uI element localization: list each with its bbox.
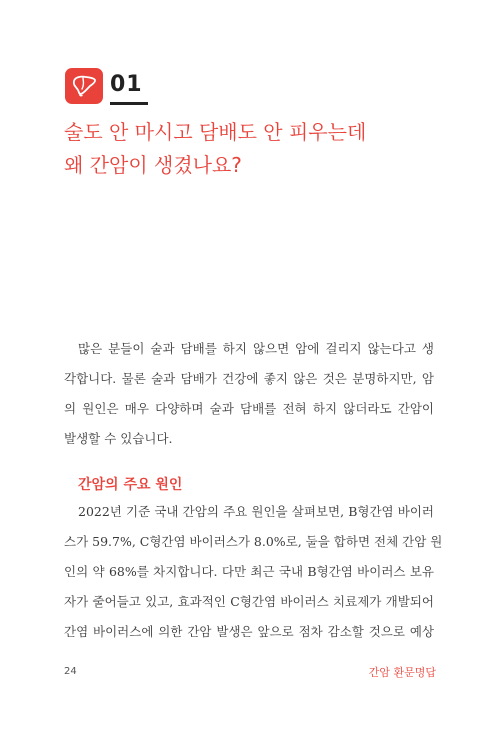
paragraph-line: 인의 약 68%를 차지합니다. 다만 최근 국내 B형간염 바이러스 보유 xyxy=(64,564,434,579)
paragraph-line: 스가 59.7%, C형간염 바이러스가 8.0%로, 둘을 합하면 전체 간암 원 xyxy=(64,534,443,549)
chapter-badge xyxy=(65,68,103,104)
paragraph-line: 각합니다. 물론 술과 담배가 건강에 좋지 않은 것은 분명하지만, 암 xyxy=(64,371,434,386)
paragraph-line: 간염 바이러스에 의한 간암 발생은 앞으로 점차 감소할 것으로 예상 xyxy=(64,624,434,639)
section-heading: 간암의 주요 원인 xyxy=(78,477,183,493)
chapter-number: 01 xyxy=(110,72,143,97)
paragraph-line: 자가 줄어들고 있고, 효과적인 C형간염 바이러스 치료제가 개발되어 xyxy=(64,594,434,609)
question-line: 왜 간암이 생겼나요? xyxy=(64,153,242,177)
running-title: 간암 환문명답 xyxy=(368,666,436,679)
paragraph-line: 발생할 수 있습니다. xyxy=(64,431,173,446)
liver-icon xyxy=(71,75,97,97)
section-paragraph xyxy=(64,497,443,647)
question-line: 술도 안 마시고 담배도 안 피우는데 xyxy=(64,120,367,144)
paragraph-line: 2022년 기준 국내 간암의 주요 원인을 살펴보면, B형간염 바이러 xyxy=(78,504,434,519)
paragraph-line: 많은 분들이 술과 담배를 하지 않으면 암에 걸리지 않는다고 생 xyxy=(78,341,434,356)
page-number: 24 xyxy=(64,666,77,677)
paragraph-line: 의 원인은 매우 다양하며 술과 담배를 전혀 하지 않더라도 간암이 xyxy=(64,401,434,416)
intro-paragraph xyxy=(64,334,434,454)
chapter-question xyxy=(64,116,444,182)
chapter-number-underline xyxy=(110,102,148,105)
